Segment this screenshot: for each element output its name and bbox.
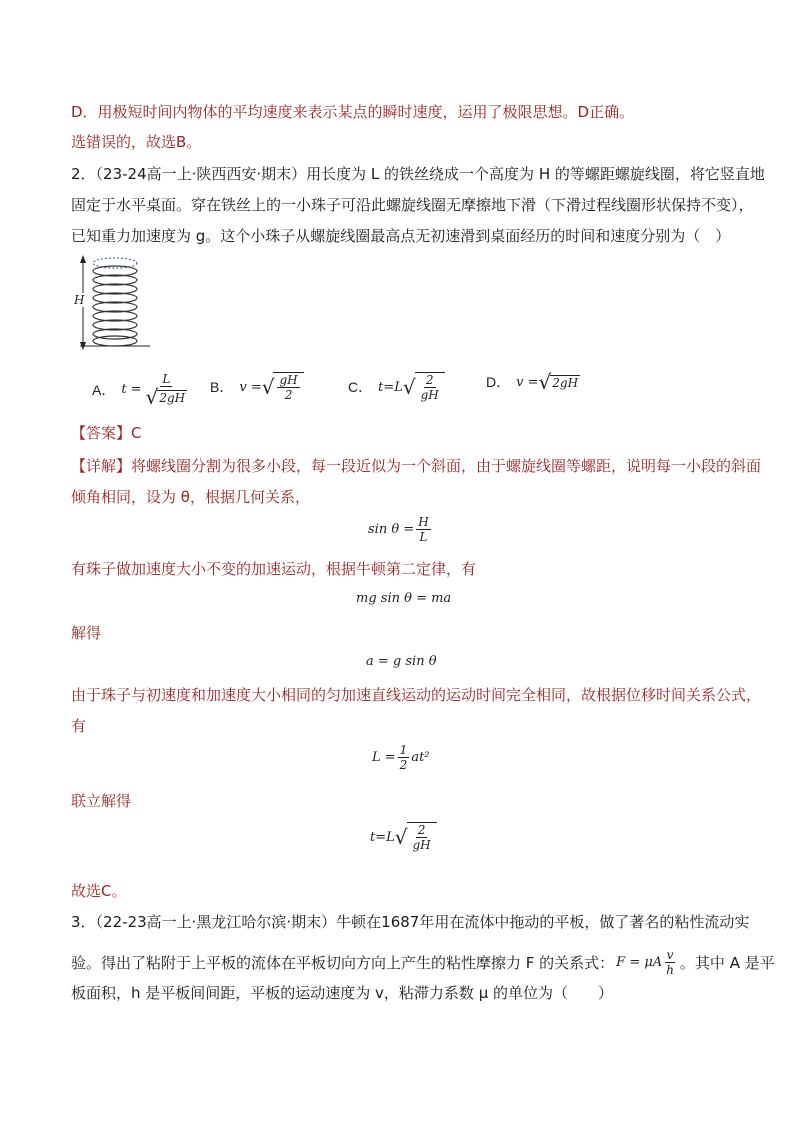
option-b[interactable]: B． v = √ $\frac{gH}{2}$ [210,372,304,402]
q2-stem-line2: 固定于水平桌面。穿在铁丝上的一小珠子可沿此螺旋线圈无摩擦地下滑（下滑过程线圈形状保持不变）， [71,196,754,214]
analysis-tag: 【详解】 [71,457,132,475]
viscosity-formula: F = μA $\frac{v}{h}$ [616,948,674,977]
analysis-line3: 有珠子做加速度大小不变的加速运动，根据牛顿第二定律，有 [71,560,477,578]
analysis-line6: 有 [71,717,87,735]
analysis-line2: 倾角相同，设为 θ，根据几何关系， [71,488,310,506]
equation-result: t=L √ $\frac{2}{gH}$ [370,822,437,852]
analysis-line1: 【详解】将螺线圈分割为很多小段，每一段近似为一个斜面，由于螺旋线圈等螺距，说明每一小段的斜面 [71,457,762,475]
answer-line [71,424,142,442]
equation-sin: sin θ = $\frac{H}{L}$ [368,515,429,544]
analysis-solve-label: 解得 [71,624,102,642]
q3-stem-line1: 3．（22-23高一上·黑龙江哈尔滨·期末）牛顿在1687年用在流体中拖动的平板，做了著名的粘性流动实 [71,913,750,931]
equation-displacement: L = $\frac{1}{2}$ at² [372,743,430,772]
analysis-line7: 联立解得 [71,792,132,810]
prev-conclusion-text: 选错误的，故选B。 [71,133,202,151]
prev-option-d-text: D．用极短时间内物体的平均速度来表示某点的瞬时速度，运用了极限思想。D正确。 [71,103,635,121]
analysis-line5: 由于珠子与初速度和加速度大小相同的匀加速直线运动的运动时间完全相同，故根据位移时间关系公式， [71,686,762,704]
spiral-coil-figure [70,255,150,350]
height-label: H [74,293,85,307]
equation-acceleration: a = g sin θ [366,654,437,669]
answer-value: C [131,424,142,442]
option-d[interactable]: D． v = √ 2gH [486,370,579,394]
answer-tag: 【答案】 [71,424,132,442]
q3-stem-line2: 验。得出了粘附于上平板的流体在平板切向方向上产生的粘性摩擦力 F 的关系式： F = μA $\frac{v}{h}$ 。其中 A 是平 [71,948,775,977]
equation-newton: mg sin θ = ma [356,591,452,606]
analysis-conclusion: 故选C。 [71,882,127,900]
q2-stem-line1: 2．（23-24高一上·陕西西安·期末）用长度为 L 的铁丝绕成一个高度为 H 的等螺距螺旋线圈，将它竖直地 [71,165,765,183]
q3-stem-line3: 板面积，h 是平板间间距，平板的运动速度为 v，粘滞力系数 μ 的单位为（ ） [71,984,614,1002]
q2-stem-line3: 已知重力加速度为 g。这个小珠子从螺旋线圈最高点无初速滑到桌面经历的时间和速度分别为（ ） [71,227,731,245]
option-c[interactable]: C． t=L √ $\frac{2}{gH}$ [348,372,445,402]
option-a[interactable]: A． t = L √ 2gH [92,372,186,409]
